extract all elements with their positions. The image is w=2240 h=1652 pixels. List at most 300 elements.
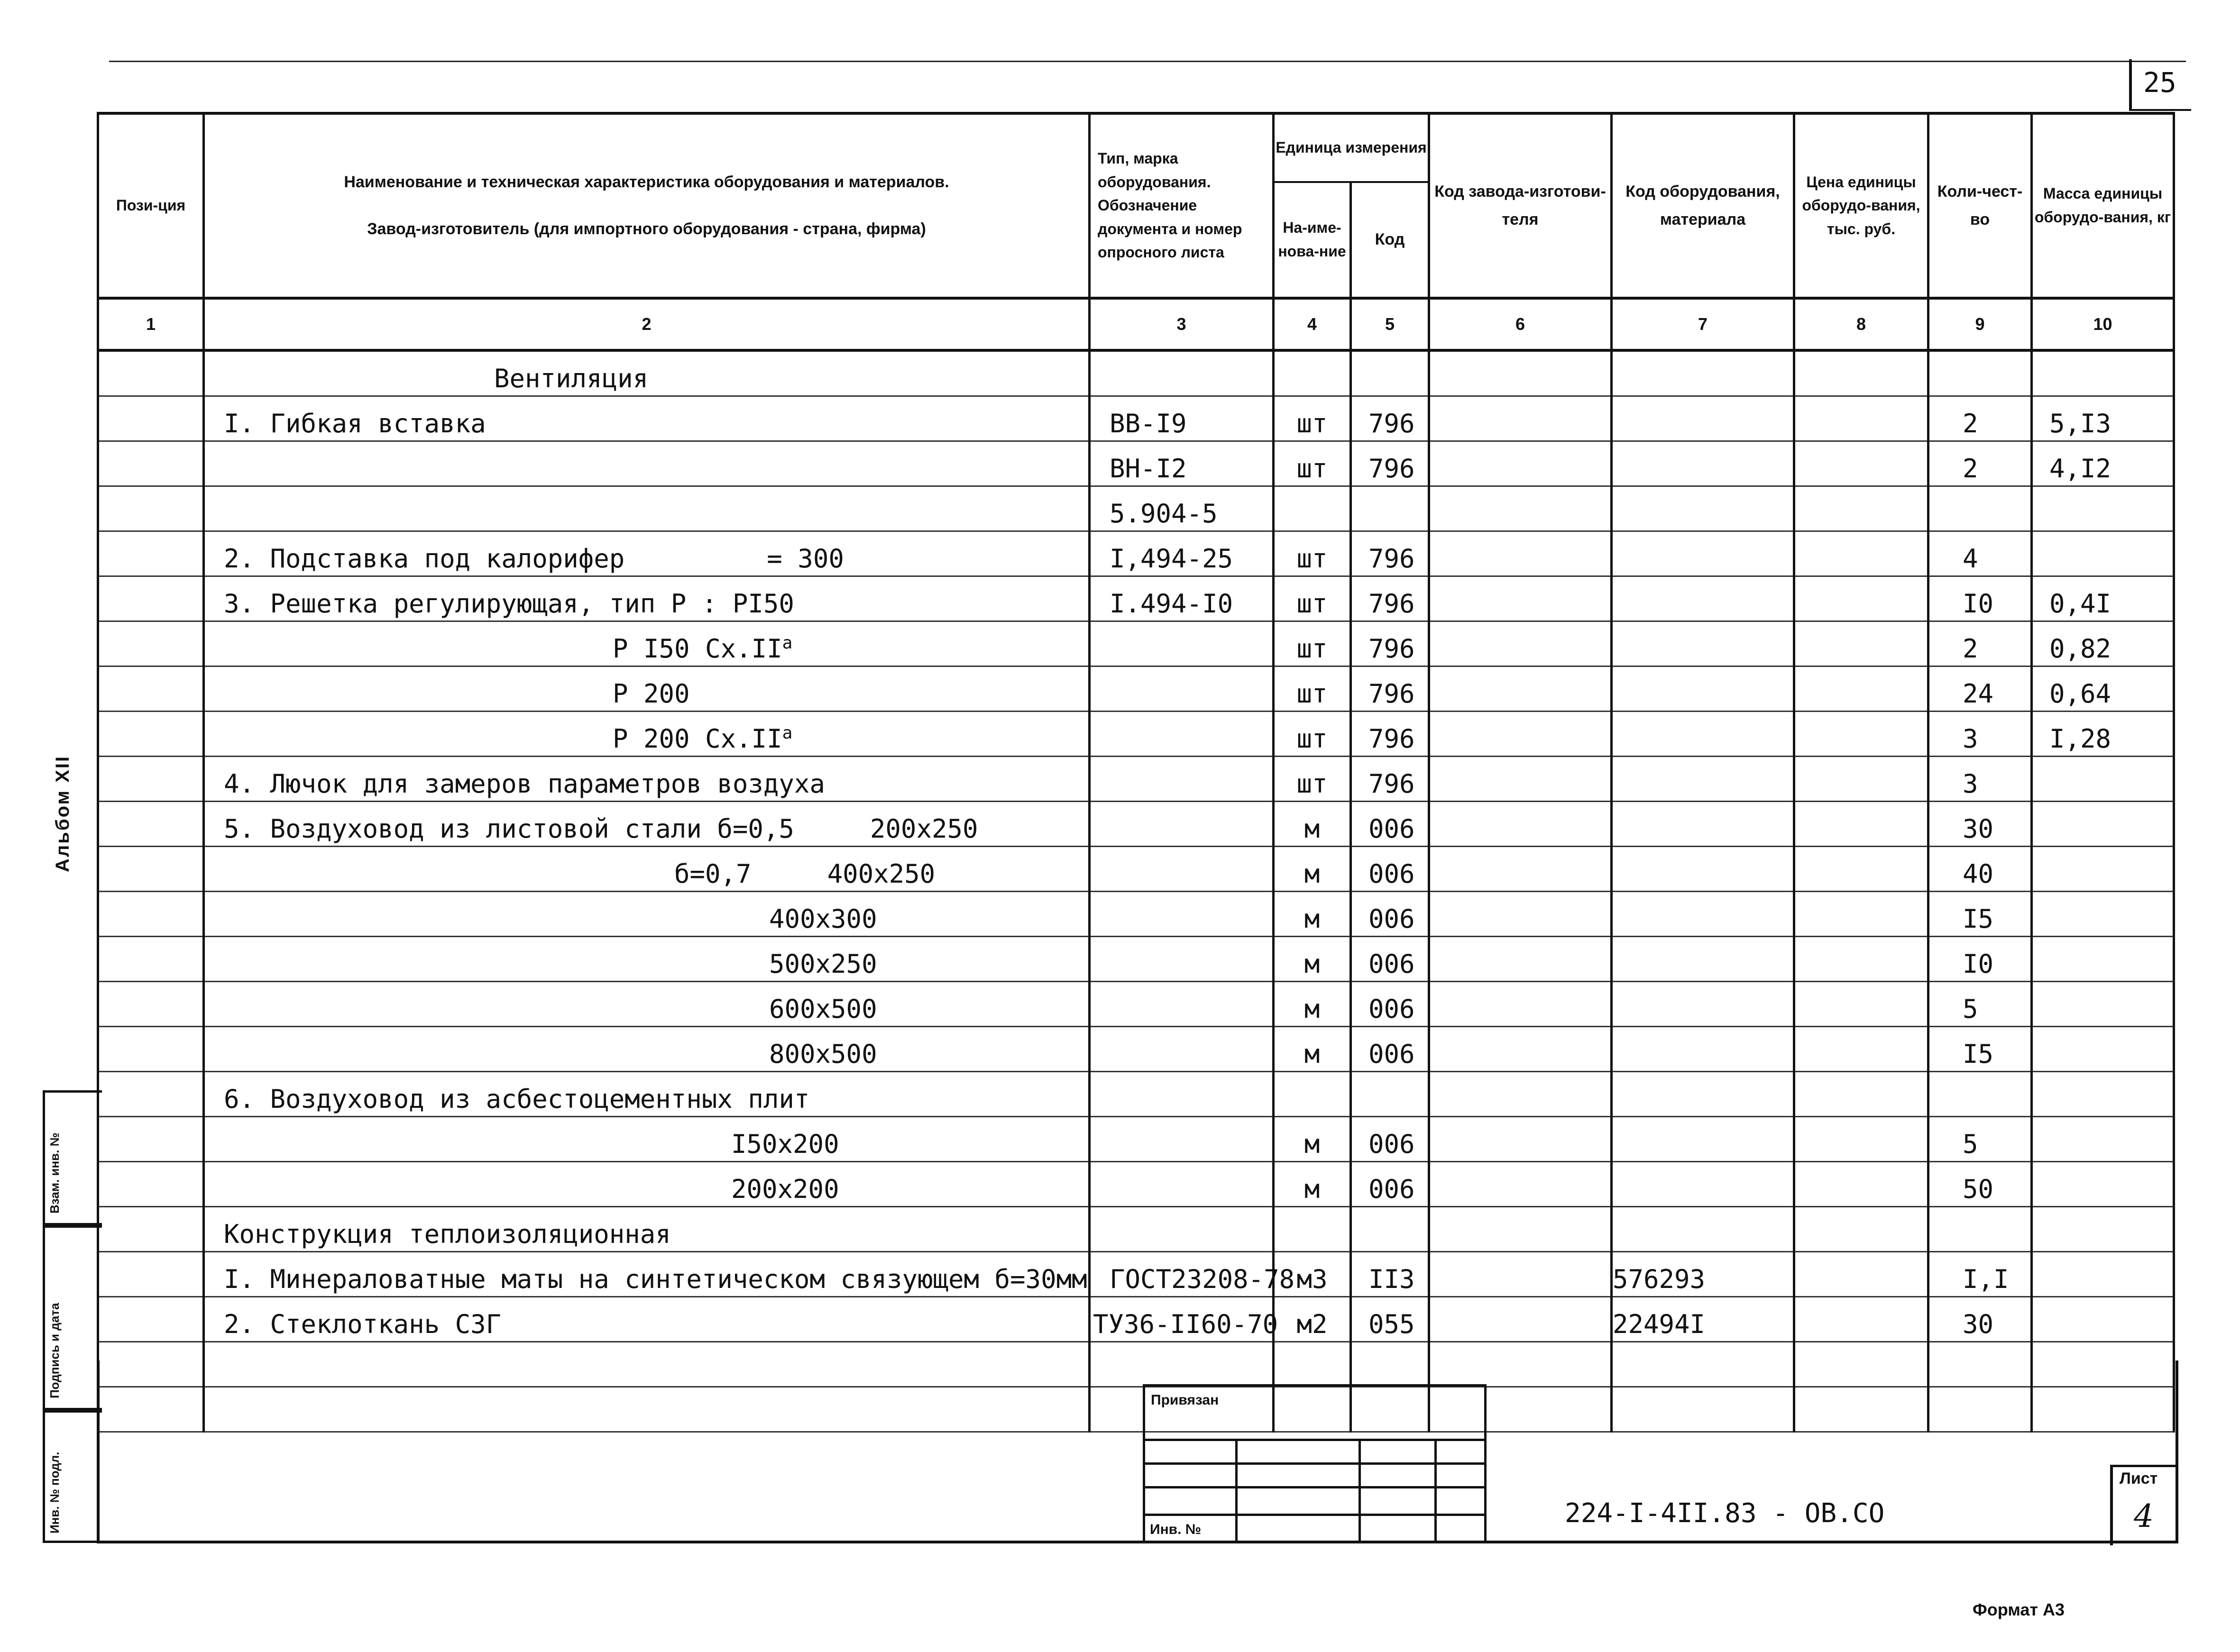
cell-name bbox=[204, 802, 1090, 847]
cell-position bbox=[98, 982, 204, 1027]
cell-position bbox=[98, 1297, 204, 1342]
paper-format: Формат А3 bbox=[1973, 1600, 2065, 1619]
stamp-vline bbox=[1235, 1439, 1238, 1543]
cell-mass bbox=[2032, 757, 2174, 802]
cell-position bbox=[98, 937, 204, 982]
cell-qty: I0 bbox=[1928, 576, 2032, 621]
col-number: 4 bbox=[1274, 298, 1351, 350]
cell-unit: шт bbox=[1274, 576, 1351, 621]
cell-material bbox=[1612, 1117, 1794, 1162]
cell-mass bbox=[2032, 937, 2174, 982]
cell-unit: м bbox=[1274, 892, 1351, 937]
cell-position bbox=[98, 712, 204, 757]
cell-material bbox=[1612, 350, 1794, 396]
cell-unit bbox=[1274, 1207, 1351, 1252]
cell-price bbox=[1794, 847, 1928, 892]
cell-material bbox=[1612, 486, 1794, 531]
col-number: 1 bbox=[98, 298, 204, 350]
side-label-inv-podl: Инв. № подл. bbox=[47, 1451, 62, 1533]
sheet-number: 25 bbox=[2143, 66, 2176, 99]
cell-qty bbox=[1928, 1072, 2032, 1117]
cell-code: 006 bbox=[1351, 1117, 1429, 1162]
table-row bbox=[98, 666, 2174, 712]
cell-qty: 5 bbox=[1928, 982, 2032, 1027]
cell-position bbox=[98, 1252, 204, 1297]
cell-material bbox=[1612, 1162, 1794, 1207]
cell-mass bbox=[2032, 1117, 2174, 1162]
cell-price bbox=[1794, 531, 1928, 576]
cell-factory bbox=[1429, 1252, 1612, 1297]
cell-material bbox=[1612, 847, 1794, 892]
cell-type bbox=[1090, 1162, 1274, 1207]
cell-factory bbox=[1429, 802, 1612, 847]
cell-unit: м bbox=[1274, 847, 1351, 892]
cell-position bbox=[98, 396, 204, 441]
cell-price bbox=[1794, 1207, 1928, 1252]
cell-price bbox=[1794, 802, 1928, 847]
cell-code: 055 bbox=[1351, 1297, 1429, 1342]
cell-position bbox=[98, 531, 204, 576]
cell-price bbox=[1794, 396, 1928, 441]
header-material-code: Код оборудования, материала bbox=[1612, 113, 1794, 298]
cell-material: 22494I bbox=[1612, 1297, 1794, 1342]
cell-name bbox=[204, 621, 1090, 666]
cell-mass bbox=[2032, 531, 2174, 576]
cell-factory bbox=[1429, 621, 1612, 666]
cell-factory bbox=[1429, 486, 1612, 531]
cell-position bbox=[98, 576, 204, 621]
cell-factory bbox=[1429, 1027, 1612, 1072]
cell-position bbox=[98, 1027, 204, 1072]
cell-mass: 5,I3 bbox=[2032, 396, 2174, 441]
cell-price bbox=[1794, 486, 1928, 531]
cell-factory bbox=[1429, 531, 1612, 576]
cell-position bbox=[98, 1072, 204, 1117]
side-label-inv-orig: Взам. инв. № bbox=[47, 1132, 62, 1214]
specification-table bbox=[97, 112, 2175, 1433]
item-name: б=0,7 bbox=[674, 859, 752, 889]
cell-qty: I5 bbox=[1928, 892, 2032, 937]
cell-code: 006 bbox=[1351, 982, 1429, 1027]
cell-code: 796 bbox=[1351, 531, 1429, 576]
cell-qty bbox=[1928, 350, 2032, 396]
col-number: 9 bbox=[1928, 298, 2032, 350]
table-row bbox=[98, 1117, 2174, 1162]
binding-stamp bbox=[1143, 1384, 1487, 1543]
cell-qty bbox=[1928, 1207, 2032, 1252]
cell-code: 796 bbox=[1351, 621, 1429, 666]
cell-qty: 5 bbox=[1928, 1117, 2032, 1162]
table-row bbox=[98, 531, 2174, 576]
cell-code: 006 bbox=[1351, 1162, 1429, 1207]
cell-qty: 40 bbox=[1928, 847, 2032, 892]
cell-price bbox=[1794, 712, 1928, 757]
cell-factory bbox=[1429, 576, 1612, 621]
cell-material bbox=[1612, 621, 1794, 666]
cell-unit: м bbox=[1274, 1162, 1351, 1207]
cell-unit: м bbox=[1274, 802, 1351, 847]
item-name: 400х300 bbox=[769, 904, 877, 934]
item-spec: 400х250 bbox=[827, 859, 936, 889]
col-number: 8 bbox=[1794, 298, 1928, 350]
table-row bbox=[98, 757, 2174, 802]
header-quantity: Коли-чест-во bbox=[1928, 113, 2032, 298]
table-row bbox=[98, 350, 2174, 396]
header-factory-code: Код завода-изготови-теля bbox=[1429, 113, 1612, 298]
cell-code bbox=[1351, 350, 1429, 396]
table-row bbox=[98, 1207, 2174, 1252]
cell-qty: 50 bbox=[1928, 1162, 2032, 1207]
column-numbers-row bbox=[98, 298, 2174, 350]
cell-mass bbox=[2032, 1072, 2174, 1117]
cell-name: I. Гибкая вставка bbox=[204, 396, 1090, 441]
cell-factory bbox=[1429, 982, 1612, 1027]
cell-price bbox=[1794, 937, 1928, 982]
col-number: 3 bbox=[1090, 298, 1274, 350]
cell-code: 796 bbox=[1351, 757, 1429, 802]
table-row bbox=[98, 937, 2174, 982]
item-name: Р I50 Сх.II bbox=[613, 634, 782, 664]
cell-code: 006 bbox=[1351, 892, 1429, 937]
table-row bbox=[98, 1072, 2174, 1117]
cell-code: 006 bbox=[1351, 802, 1429, 847]
cell-position bbox=[98, 350, 204, 396]
cell-material bbox=[1612, 666, 1794, 712]
cell-code: 006 bbox=[1351, 847, 1429, 892]
header-name-line1: Наименование и техническая характеристика оборудования и материалов. bbox=[344, 173, 949, 191]
cell-unit bbox=[1274, 350, 1351, 396]
superscript: a bbox=[782, 633, 793, 653]
cell-type bbox=[1090, 982, 1274, 1027]
item-name: 200х200 bbox=[731, 1174, 839, 1204]
cell-name bbox=[204, 892, 1090, 937]
cell-price bbox=[1794, 1162, 1928, 1207]
table-row bbox=[98, 621, 2174, 666]
cell-factory bbox=[1429, 757, 1612, 802]
cell-type: I,494-25 bbox=[1090, 531, 1274, 576]
cell-material bbox=[1612, 757, 1794, 802]
header-name-line2: Завод-изготовитель (для импортного оборудования - страна, фирма) bbox=[367, 220, 926, 238]
cell-mass: 0,4I bbox=[2032, 576, 2174, 621]
cell-factory bbox=[1429, 441, 1612, 486]
cell-unit bbox=[1274, 486, 1351, 531]
cell-code: 796 bbox=[1351, 712, 1429, 757]
cell-factory bbox=[1429, 1072, 1612, 1117]
table-row bbox=[98, 1162, 2174, 1207]
cell-mass bbox=[2032, 1297, 2174, 1342]
cell-name bbox=[204, 982, 1090, 1027]
cell-name: 4. Лючок для замеров параметров воздуха bbox=[204, 757, 1090, 802]
col-number: 2 bbox=[204, 298, 1090, 350]
item-name: I50х200 bbox=[731, 1129, 839, 1159]
cell-factory bbox=[1429, 847, 1612, 892]
cell-position bbox=[98, 441, 204, 486]
cell-mass bbox=[2032, 486, 2174, 531]
cell-price bbox=[1794, 666, 1928, 712]
stamp-vline bbox=[1484, 1387, 1487, 1543]
table-row bbox=[98, 982, 2174, 1027]
cell-mass bbox=[2032, 1252, 2174, 1297]
cell-factory bbox=[1429, 1117, 1612, 1162]
cell-mass: I,28 bbox=[2032, 712, 2174, 757]
cell-qty: 2 bbox=[1928, 441, 2032, 486]
cell-qty: I,I bbox=[1928, 1252, 2032, 1297]
cell-code bbox=[1351, 1207, 1429, 1252]
item-spec: = 300 bbox=[767, 544, 844, 574]
cell-mass: 0,64 bbox=[2032, 666, 2174, 712]
cell-name bbox=[204, 441, 1090, 486]
header-type: Тип, марка оборудования. Обозначение документа и номер опросного листа bbox=[1090, 113, 1274, 298]
cell-code: 006 bbox=[1351, 937, 1429, 982]
header-mass: Масса единицы оборудо-вания, кг bbox=[2032, 113, 2174, 298]
cell-type: ТУ36-II60-70 bbox=[1090, 1297, 1274, 1342]
cell-type bbox=[1090, 712, 1274, 757]
col-number: 7 bbox=[1612, 298, 1794, 350]
cell-type: ГОСТ23208-78 bbox=[1090, 1252, 1274, 1297]
cell-type bbox=[1090, 802, 1274, 847]
cell-price bbox=[1794, 757, 1928, 802]
cell-qty: I5 bbox=[1928, 1027, 2032, 1072]
cell-mass bbox=[2032, 982, 2174, 1027]
cell-position bbox=[98, 847, 204, 892]
col-number: 10 bbox=[2032, 298, 2174, 350]
table-row bbox=[98, 576, 2174, 621]
superscript: a bbox=[782, 723, 793, 743]
cell-mass bbox=[2032, 1162, 2174, 1207]
cell-qty: 30 bbox=[1928, 802, 2032, 847]
cell-position bbox=[98, 802, 204, 847]
cell-mass: 4,I2 bbox=[2032, 441, 2174, 486]
cell-material bbox=[1612, 892, 1794, 937]
cell-name bbox=[204, 712, 1090, 757]
cell-factory bbox=[1429, 666, 1612, 712]
cell-name bbox=[204, 1162, 1090, 1207]
cell-code bbox=[1351, 1072, 1429, 1117]
item-name: 5. Воздуховод из листовой стали б=0,5 bbox=[224, 814, 794, 844]
cell-material bbox=[1612, 576, 1794, 621]
cell-name: 3. Решетка регулирующая, тип Р : PI50 bbox=[204, 576, 1090, 621]
header-position: Пози-ция bbox=[98, 113, 204, 298]
cell-type: ВН-I2 bbox=[1090, 441, 1274, 486]
cell-price bbox=[1794, 892, 1928, 937]
cell-material bbox=[1612, 712, 1794, 757]
cell-name bbox=[204, 1027, 1090, 1072]
item-name: Р 200 Сх.II bbox=[613, 724, 782, 754]
col-number: 6 bbox=[1429, 298, 1612, 350]
cell-code: 006 bbox=[1351, 1027, 1429, 1072]
cell-position bbox=[98, 1162, 204, 1207]
cell-price bbox=[1794, 982, 1928, 1027]
table-row bbox=[98, 892, 2174, 937]
cell-qty: 2 bbox=[1928, 396, 2032, 441]
cell-qty: 4 bbox=[1928, 531, 2032, 576]
stamp-inv-no: Инв. № bbox=[1150, 1522, 1202, 1537]
table-row bbox=[98, 441, 2174, 486]
top-border-line bbox=[109, 61, 2186, 62]
cell-unit: м2 bbox=[1274, 1297, 1351, 1342]
cell-price bbox=[1794, 1117, 1928, 1162]
cell-position bbox=[98, 892, 204, 937]
cell-unit: м3 bbox=[1274, 1252, 1351, 1297]
cell-qty: 30 bbox=[1928, 1297, 2032, 1342]
cell-mass bbox=[2032, 350, 2174, 396]
cell-unit: м bbox=[1274, 982, 1351, 1027]
cell-price bbox=[1794, 576, 1928, 621]
cell-code: II3 bbox=[1351, 1252, 1429, 1297]
stamp-vline bbox=[1434, 1439, 1437, 1543]
cell-unit: шт bbox=[1274, 531, 1351, 576]
cell-price bbox=[1794, 1072, 1928, 1117]
table-row bbox=[98, 847, 2174, 892]
table-row bbox=[98, 802, 2174, 847]
table-row bbox=[98, 1297, 2174, 1342]
table-row bbox=[98, 486, 2174, 531]
cell-material bbox=[1612, 937, 1794, 982]
cell-unit: м bbox=[1274, 1027, 1351, 1072]
item-name: Р 200 bbox=[613, 679, 690, 709]
cell-name bbox=[204, 350, 1090, 396]
cell-unit: шт bbox=[1274, 757, 1351, 802]
cell-type: ВВ-I9 bbox=[1090, 396, 1274, 441]
cell-name: 2. Стеклоткань СЗГ bbox=[204, 1297, 1090, 1342]
cell-qty bbox=[1928, 486, 2032, 531]
cell-material bbox=[1612, 396, 1794, 441]
cell-price bbox=[1794, 1297, 1928, 1342]
side-label-sign-date: Подпись и дата bbox=[47, 1303, 62, 1398]
cell-mass bbox=[2032, 1207, 2174, 1252]
header-name bbox=[204, 113, 1090, 298]
cell-position bbox=[98, 757, 204, 802]
cell-name: I. Минераловатные маты на синтетическом связующем б=30мм bbox=[204, 1252, 1090, 1297]
item-name: 2. Подставка под калорифер bbox=[224, 544, 625, 574]
cell-factory bbox=[1429, 892, 1612, 937]
sheet-page-number: 4 bbox=[2134, 1498, 2154, 1534]
cell-type bbox=[1090, 892, 1274, 937]
cell-name bbox=[204, 1117, 1090, 1162]
cell-material bbox=[1612, 441, 1794, 486]
cell-name bbox=[204, 666, 1090, 712]
cell-name bbox=[204, 847, 1090, 892]
table-row bbox=[98, 396, 2174, 441]
cell-material bbox=[1612, 1027, 1794, 1072]
cell-name bbox=[204, 531, 1090, 576]
cell-price bbox=[1794, 1027, 1928, 1072]
cell-qty: 24 bbox=[1928, 666, 2032, 712]
cell-type bbox=[1090, 757, 1274, 802]
cell-material bbox=[1612, 802, 1794, 847]
cell-factory bbox=[1429, 350, 1612, 396]
cell-unit: шт bbox=[1274, 396, 1351, 441]
document-number: 224-I-4II.83 - ОВ.СО bbox=[1565, 1498, 1885, 1529]
cell-unit: м bbox=[1274, 1117, 1351, 1162]
cell-type bbox=[1090, 1117, 1274, 1162]
cell-factory bbox=[1429, 396, 1612, 441]
cell-name: 6. Воздуховод из асбестоцементных плит bbox=[204, 1072, 1090, 1117]
cell-type bbox=[1090, 350, 1274, 396]
cell-material bbox=[1612, 531, 1794, 576]
album-label: Альбом XII bbox=[52, 755, 73, 872]
item-name: 600х500 bbox=[769, 994, 877, 1024]
cell-position bbox=[98, 666, 204, 712]
cell-type bbox=[1090, 666, 1274, 712]
cell-type: 5.904-5 bbox=[1090, 486, 1274, 531]
cell-unit: шт bbox=[1274, 621, 1351, 666]
cell-position bbox=[98, 621, 204, 666]
cell-factory bbox=[1429, 712, 1612, 757]
cell-mass bbox=[2032, 847, 2174, 892]
col-number: 5 bbox=[1351, 298, 1429, 350]
cell-unit bbox=[1274, 1072, 1351, 1117]
cell-unit: м bbox=[1274, 937, 1351, 982]
cell-factory bbox=[1429, 1297, 1612, 1342]
cell-type bbox=[1090, 1027, 1274, 1072]
cell-code: 796 bbox=[1351, 666, 1429, 712]
table-row bbox=[98, 712, 2174, 757]
cell-type bbox=[1090, 1072, 1274, 1117]
cell-code: 796 bbox=[1351, 576, 1429, 621]
cell-code bbox=[1351, 486, 1429, 531]
header-unit-name: На-име-нова-ние bbox=[1274, 182, 1351, 298]
cell-position bbox=[98, 1117, 204, 1162]
item-spec: 200х250 bbox=[870, 814, 978, 844]
table-row bbox=[98, 1027, 2174, 1072]
item-name: 800х500 bbox=[769, 1039, 877, 1069]
cell-type bbox=[1090, 1207, 1274, 1252]
cell-name bbox=[204, 486, 1090, 531]
table-row bbox=[98, 1252, 2174, 1297]
header-unit: Единица измерения bbox=[1274, 113, 1429, 182]
cell-unit: шт bbox=[1274, 712, 1351, 757]
cell-position bbox=[98, 486, 204, 531]
cell-code: 796 bbox=[1351, 441, 1429, 486]
cell-mass bbox=[2032, 802, 2174, 847]
cell-material bbox=[1612, 982, 1794, 1027]
cell-price bbox=[1794, 350, 1928, 396]
cell-mass: 0,82 bbox=[2032, 621, 2174, 666]
cell-price bbox=[1794, 1252, 1928, 1297]
section-heading: Вентиляция bbox=[494, 364, 649, 393]
cell-material bbox=[1612, 1072, 1794, 1117]
cell-material: 576293 bbox=[1612, 1252, 1794, 1297]
item-name: 500х250 bbox=[769, 949, 877, 979]
header-price: Цена единицы оборудо-вания, тыс. руб. bbox=[1794, 113, 1928, 298]
cell-type bbox=[1090, 621, 1274, 666]
header-row bbox=[98, 113, 2174, 182]
cell-price bbox=[1794, 441, 1928, 486]
stamp-vline bbox=[1359, 1439, 1361, 1543]
cell-code: 796 bbox=[1351, 396, 1429, 441]
cell-name bbox=[204, 937, 1090, 982]
cell-qty: 3 bbox=[1928, 712, 2032, 757]
cell-price bbox=[1794, 621, 1928, 666]
cell-factory bbox=[1429, 1207, 1612, 1252]
cell-qty: 3 bbox=[1928, 757, 2032, 802]
cell-type: I.494-I0 bbox=[1090, 576, 1274, 621]
sheet-label: Лист bbox=[2120, 1469, 2158, 1488]
cell-position bbox=[98, 1207, 204, 1252]
cell-name: Конструкция теплоизоляционная bbox=[204, 1207, 1090, 1252]
cell-factory bbox=[1429, 1162, 1612, 1207]
cell-mass bbox=[2032, 1027, 2174, 1072]
cell-material bbox=[1612, 1207, 1794, 1252]
cell-type bbox=[1090, 937, 1274, 982]
cell-qty: 2 bbox=[1928, 621, 2032, 666]
cell-mass bbox=[2032, 892, 2174, 937]
header-unit-code: Код bbox=[1351, 182, 1429, 298]
cell-qty: I0 bbox=[1928, 937, 2032, 982]
cell-unit: шт bbox=[1274, 666, 1351, 712]
cell-type bbox=[1090, 847, 1274, 892]
